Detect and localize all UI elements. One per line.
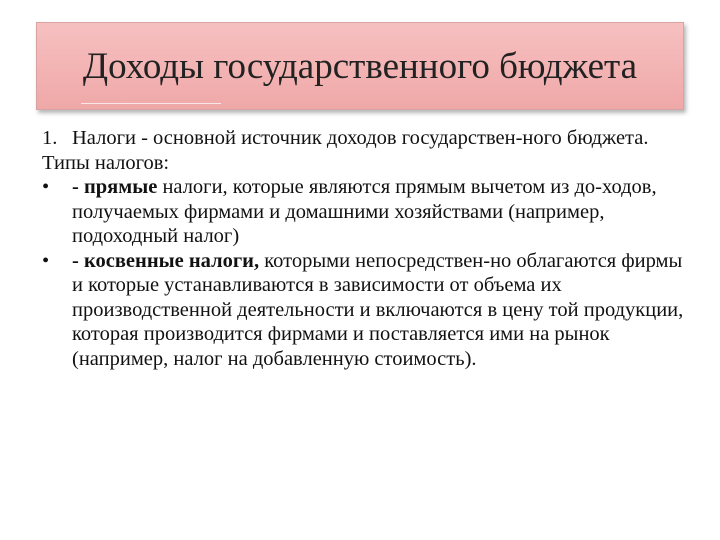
- bullet-icon: •: [42, 176, 50, 198]
- numbered-item: [40, 126, 690, 151]
- title-banner: [36, 22, 684, 110]
- item-text: Налоги - основной источник доходов государствен-ного бюджета.: [72, 127, 649, 149]
- bullet-text: которыми непосредствен-но облагаются фирмы и которые устанавливаются в зависимости от объема их производственной деятельности и включаются в цену той продукции, которая производится фирмами и поставляется ими на рынок (например, налог на добавленную стоимость).: [72, 249, 684, 370]
- bullet-term: - косвенные налоги,: [72, 249, 260, 272]
- slide-body: [40, 126, 690, 371]
- title-highlight-line: [81, 103, 221, 104]
- bullet-item-direct: [40, 175, 690, 249]
- slide-title: Доходы государственного бюджета: [82, 46, 638, 87]
- bullet-item-indirect: [40, 249, 690, 372]
- bullet-term: - прямые: [72, 176, 158, 198]
- types-label: Типы налогов:: [42, 151, 170, 174]
- item-number: 1.: [42, 127, 58, 149]
- bullet-icon: •: [42, 249, 50, 272]
- bullet-text: налоги, которые являются прямым вычетом из до-ходов, получаемых фирмами и домашними хозяйствами (например, подоходный налог): [72, 176, 657, 247]
